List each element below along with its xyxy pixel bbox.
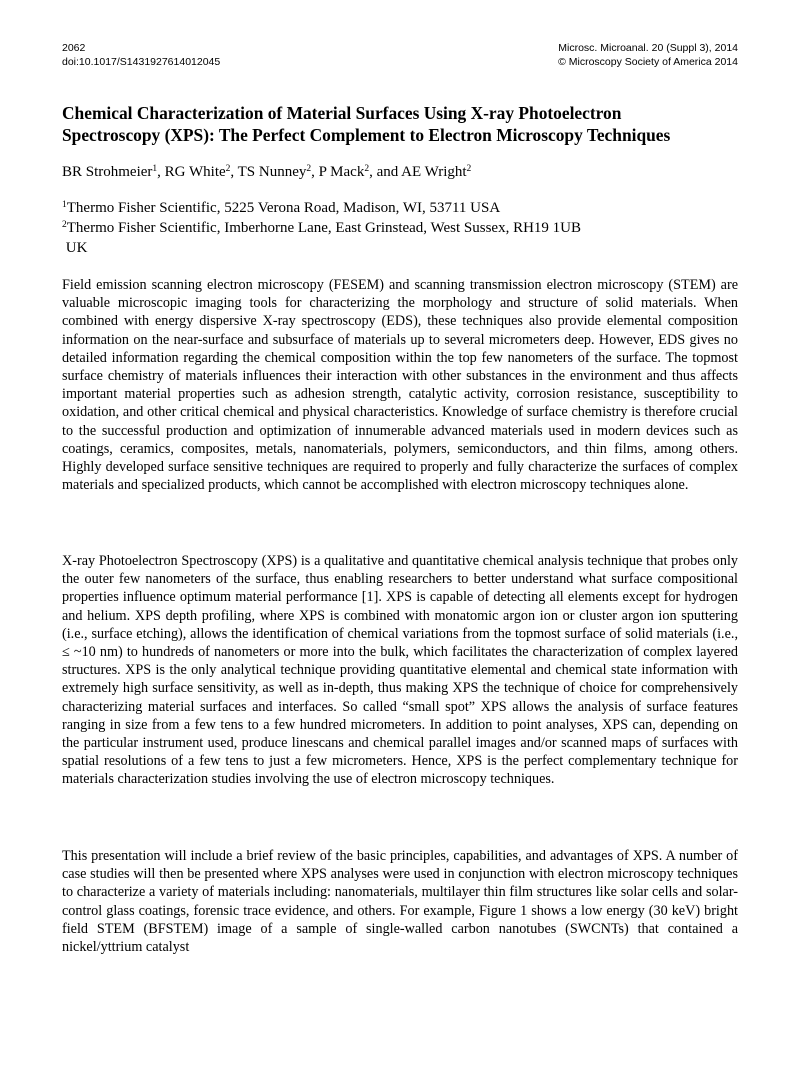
author-affiliation-mark: 2 xyxy=(225,163,231,174)
author-affiliation-mark: 2 xyxy=(364,163,370,174)
author-affiliation-mark: 1 xyxy=(152,163,158,174)
author-affiliation-mark: 2 xyxy=(306,163,312,174)
author-affiliation-mark: 2 xyxy=(466,163,472,174)
author-name: P Mack xyxy=(318,164,365,180)
title-line-2: Spectroscopy (XPS): The Perfect Complement to Electron Microscopy Techniques xyxy=(62,125,671,145)
doi-link[interactable]: doi:10.1017/S1431927614012045 xyxy=(62,56,221,68)
author-separator: , xyxy=(157,164,165,180)
copyright-notice: © Microscopy Society of America 2014 xyxy=(558,56,738,68)
author-name: RG White xyxy=(164,164,226,180)
title-line-1: Chemical Characterization of Material Surfaces Using X-ray Photoelectron xyxy=(62,103,622,123)
affiliation-number: 1 xyxy=(62,199,67,210)
header-right xyxy=(558,41,738,69)
affiliation-number: 2 xyxy=(62,219,67,230)
header-left xyxy=(62,41,220,69)
affiliation-item xyxy=(62,198,581,218)
affiliation-text: Thermo Fisher Scientific, 5225 Verona Road, Madison, WI, 53711 USA xyxy=(66,200,501,216)
author-list xyxy=(62,162,471,182)
affiliation-list xyxy=(62,198,581,258)
page-number: 2062 xyxy=(62,42,86,54)
affiliation-continuation: UK xyxy=(62,240,88,256)
body-paragraph-3: This presentation will include a brief review of the basic principles, capabilities, and advantages of XPS. A number of case studies will then be presented where XPS analyses were used in conjunction with electron microscopy techniques to characterize a variety of materials including: nanomaterials, multilayer thin film structures like solar cells and solar-control glass coatings, forensic trace evidence, and others. For example, Figure 1 shows a low energy (30 keV) bright field STEM (BFSTEM) image of a sample of single-walled carbon nanotubes (SWCNTs) that contained a nickel/yttrium catalyst xyxy=(62,848,738,956)
affiliation-item xyxy=(62,218,581,238)
journal-citation: Microsc. Microanal. 20 (Suppl 3), 2014 xyxy=(558,42,738,54)
body-paragraph-2: X-ray Photoelectron Spectroscopy (XPS) is a qualitative and quantitative chemical analysis technique that probes only the outer few nanometers of the surface, thus enabling researchers to better understand what surface compositional properties influence optimum material performance [1]. XPS is capable of detecting all elements except for hydrogen and helium. XPS depth profiling, where XPS is combined with monatomic argon ion or cluster argon ion sputtering (i.e., surface etching), allows the identification of chemical variations from the topmost surface of solid materials (i.e., ≤ ~10 nm) to hundreds of nanometers or more into the bulk, which facilitates the characterization of complex layered structures. XPS is the only analytical technique providing quantitative elemental and chemical state information with extremely high surface sensitivity, as well as in-depth, thus making XPS the technique of choice for comprehensively characterizing material surfaces and interfaces. So called “small spot” XPS allows the analysis of surface features ranging in size from a few tens to a few hundred micrometers. In addition to point analyses, XPS can, depending on the particular instrument used, produce linescans and chemical parallel images and/or scanned maps of surfaces with spatial resolutions of a few tens to just a few micrometers. Hence, XPS is the perfect complementary technique for materials characterization studies involving the use of electron microscopy techniques. xyxy=(62,553,738,788)
author-name: TS Nunney xyxy=(237,164,307,180)
author-separator: , and xyxy=(369,164,402,180)
author-separator: , xyxy=(230,164,238,180)
body-paragraph-1: Field emission scanning electron microscopy (FESEM) and scanning transmission electron microscopy (STEM) are valuable microscopic imaging tools for characterizing the morphology and structure of solid materials. When combined with energy dispersive X-ray spectroscopy (EDS), these techniques also provide elemental composition information on the near-surface and subsurface of materials up to several micrometers deep. However, EDS gives no detailed information regarding the chemical composition within the top few nanometers of the surface. The topmost surface chemistry of materials influences their interaction with other substances in the environment and thus affects important material properties such as adhesion strength, catalytic activity, corrosion resistance, susceptibility to oxidation, and other critical chemical and physical characteristics. Knowledge of surface chemistry is therefore crucial to the successful production and optimization of innumerable advanced materials used in modern devices such as coatings, ceramics, composites, metals, nanomaterials, polymers, semiconductors, and thin films, among others. Highly developed surface sensitive techniques are required to properly and fully characterize the surfaces of complex materials and specialized products, which cannot be accomplished with electron microscopy techniques alone. xyxy=(62,277,738,494)
affiliation-text: Thermo Fisher Scientific, Imberhorne Lane, East Grinstead, West Sussex, RH19 1UB xyxy=(66,220,581,236)
author-name: BR Strohmeier xyxy=(62,164,153,180)
paper-title xyxy=(62,102,752,146)
author-name: AE Wright xyxy=(401,164,467,180)
author-separator: , xyxy=(311,164,319,180)
